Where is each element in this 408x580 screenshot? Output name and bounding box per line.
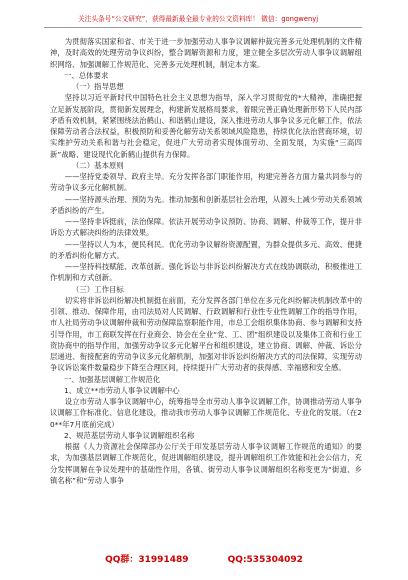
header-divider	[44, 27, 362, 28]
principle-item: ——坚持以人为本，便民利民。优化劳动争议解纷资源配置，为群众提供多元、高效、便捷的矛盾纠纷化解方式。	[50, 239, 362, 260]
principle-item: ——坚持党委领导、政府主导。充分发挥各部门职能作用，构建完善各方面力量共同参与的劳动争议多元化解机制。	[50, 172, 362, 193]
item-heading-organization-names: 2、规范基层劳动人事争议调解组织名称	[64, 430, 195, 440]
item-heading-mediation-center: 1、成立**市劳动人事争议调解中心	[64, 385, 180, 395]
footer-qq-group: QQ群：31991489	[105, 555, 189, 565]
subheading-basic-principles: （二）基本原则	[72, 160, 124, 170]
subheading-guiding-ideology: （一）指导思想	[72, 82, 124, 91]
page-header-banner: 关注头条号“公文研究”，获得最新最全最专业的公文资料库！ 微信：gongwenyj	[78, 15, 319, 23]
intro-paragraph: 为贯彻落实国家和省、市关于进一步加强劳动人事争议调解仲裁完善多元处理机制的文件精神，及时高效的处理劳动争议纠纷，整合调解资源和力度，建立健全多层次劳动人事争议调解组织网络、加强调解工作规范化、完善多元处理机制，制定本方案。	[50, 37, 362, 69]
guiding-ideology-paragraph: 坚持以习近平新时代中国特色社会主义思想为指导，深入学习贯彻党的*大精神，准确把握立足新发展阶段，贯彻新发展理念，构建新发展格局要求，着眼完善正确处理新形势下人民内部矛盾有效机制，紧紧围绕法治鹤山、和谐鹤山建设，深入推进劳动人事争议多元化解工作，依法保障劳动者合法权益，积极预防和妥善化解劳动关系领域风险隐患，持续优化法治营商环境，切实维护劳动关系和谐与社会稳定，促进广大劳动者实现体面劳动、全面发展，为实施“三高四新”战略、建设现代化新鹤山提供有力保障。	[50, 93, 362, 159]
footer-qq-contact: QQ:535304092	[227, 555, 303, 565]
page-footer	[0, 552, 408, 565]
subheading-work-goals: （三）工作目标	[72, 284, 124, 294]
document-body	[50, 36, 362, 486]
organization-names-paragraph: 根据《人力资源社会保障部办公厅关于印发基层劳动人事争议调解工作规范的通知》的要求，为加强基层调解工作规范化，促进调解组织建设，提升调解组织工作效能和社会公信力，充分发挥调解在争议处理中的基础性作用，各镇、街劳动人事争议调解组织名称变更为“街道、乡镇名称”和“劳动人事争	[50, 442, 362, 485]
principle-item: ——坚持非诉挺前，法治保障。依法开展劳动争议预防、协商、调解、仲裁等工作，提升非诉讼方式解决纠纷的法律效果。	[50, 217, 362, 238]
principle-item: ——坚持源头治理、预防为先。推动加强和创新基层社会治理，从源头上减少劳动关系领域矛盾纠纷的产生。	[50, 194, 362, 215]
section-heading-standardization: 一、加强基层调解工作规范化	[64, 374, 161, 384]
section-heading-general-requirements: 一、总体要求	[64, 70, 109, 80]
mediation-center-paragraph: 设立市劳动人事争议调解中心，统筹指导全市劳动人事争议调解工作，协调推动劳动人事争议调解工作标准化、信息化建设，推动我市劳动人事争议调解工作规范化、专业化的发展。（在20**年7月底前完成）	[50, 397, 362, 429]
work-goals-paragraph: 切实将非诉讼纠纷解决机制挺在前面，充分发挥各部门单位在多元化纠纷解决机制改革中的引领、推动、保障作用，由司法局对人民调解、行政调解和行业性专业性调解工作的指导作用，市人社局劳动争议调解仲裁和劳动保障监察职能作用，市总工会组织集体协商、参与调解和支持引导作用，市工商联发挥在行业商会、协会在全业“党、工、团”组织建设以及集体工资和行业工资协商中的指导作用，加强劳动争议多元化解平台和组织建设，建立协商、调解、仲裁、诉讼分层递进、衔接配套的劳动争议多元化解机制，加强对非诉讼纠纷解决方式的司法保障，实现劳动争议诉讼案件数量稳步下降至合理区间，持续提升广大劳动者的获得感、幸福感和安全感。	[50, 295, 362, 373]
principle-item: ——坚持科技赋能、改革创新。强化诉讼与非诉讼纠纷解决方式在线协调联动，积极推进工作机制和方式创新。	[50, 262, 362, 283]
